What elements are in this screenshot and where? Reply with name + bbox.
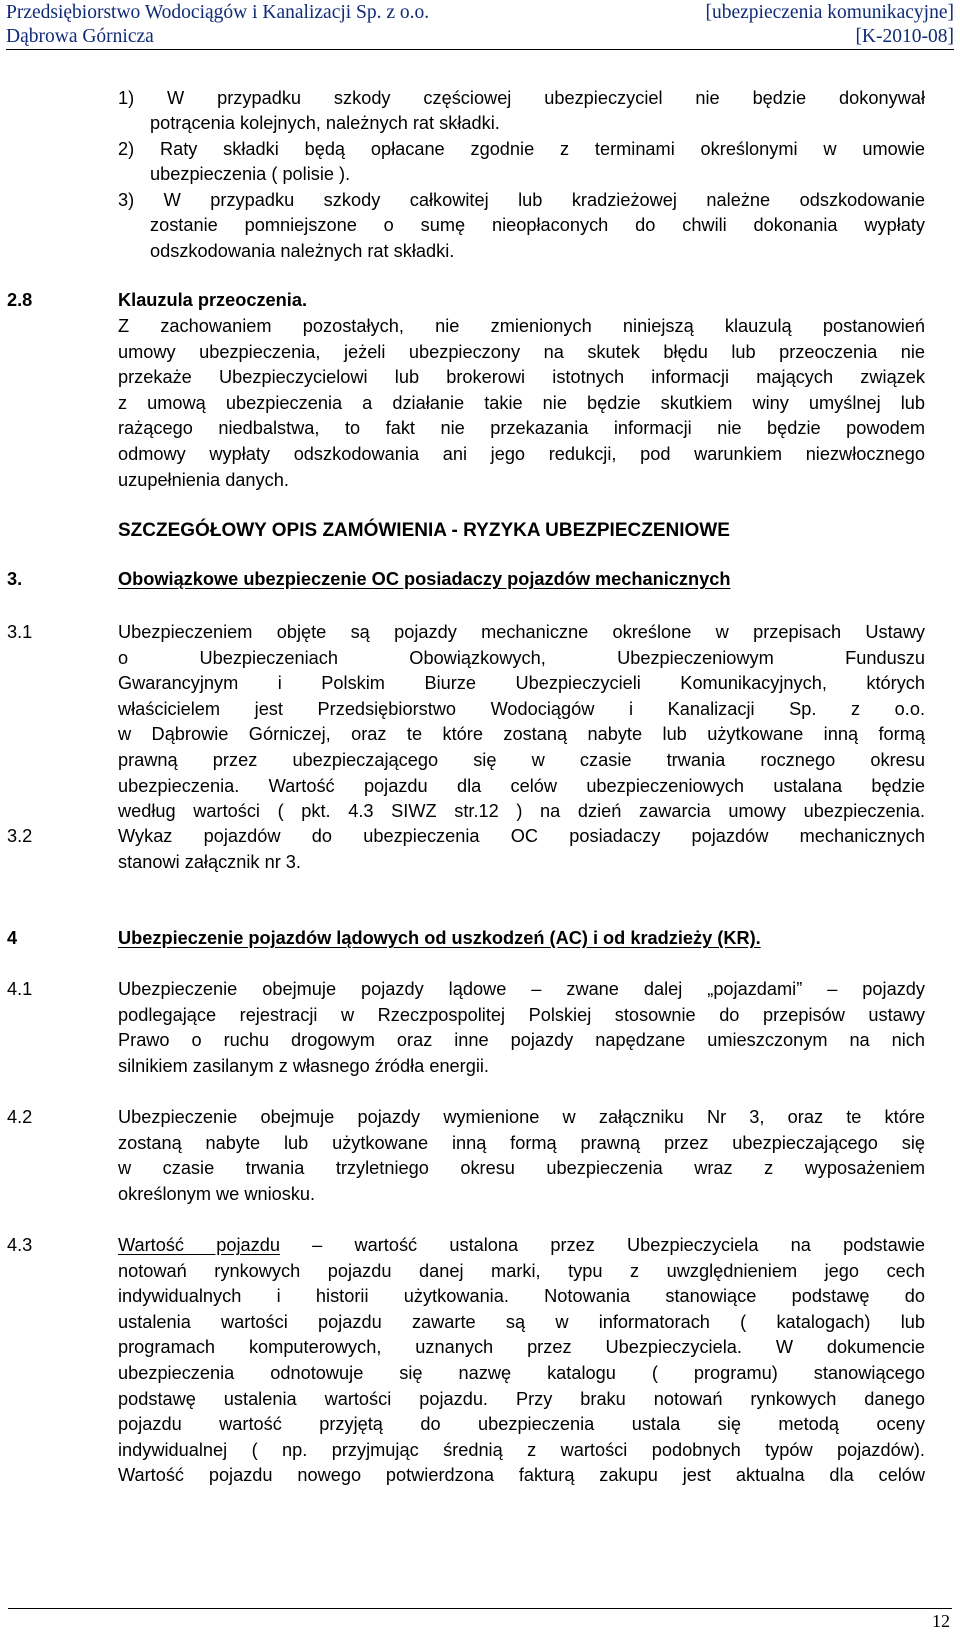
section-4-2-line: Ubezpieczenie obejmuje pojazdy wymienione w załączniku Nr 3, oraz te które: [118, 1107, 925, 1127]
list-item-3-line-2: zostanie pomniejszone o sumę nieopłaconych do chwili dokonania wypłaty: [150, 215, 925, 235]
section-4-3-line: indywidualnych i historii użytkowania. Notowania stanowiące podstawę do: [118, 1286, 925, 1307]
footer-divider: [8, 1608, 952, 1609]
section-4-3-line: ubezpieczenia odnotowuje się nazwę katalogu ( programu) stanowiącego: [118, 1363, 925, 1383]
section-2-8-line: uzupełnienia danych.: [118, 469, 289, 490]
section-4-3-number: 4.3: [7, 1235, 33, 1255]
header-document-code: [K-2010-08]: [855, 26, 954, 47]
section-3-1-line: Ubezpieczeniem objęte są pojazdy mechaniczne określone w przepisach Ustawy: [118, 622, 925, 642]
section-4-3-line: notowań rynkowych pojazdu danej marki, typu z uwzględnieniem jego cech: [118, 1260, 925, 1281]
section-4-1-line: Ubezpieczenie obejmuje pojazdy lądowe – zwane dalej „pojazdami” – pojazdy: [118, 979, 925, 999]
vehicle-value-term: Wartość pojazdu: [118, 1235, 280, 1255]
section-3-1-line: o Ubezpieczeniach Obowiązkowych, Ubezpieczeniowym Funduszu: [118, 647, 925, 668]
section-2-8-title: Klauzula przeoczenia.: [118, 290, 307, 310]
section-3-title: Obowiązkowe ubezpieczenie OC posiadaczy pojazdów mechanicznych: [118, 569, 731, 589]
section-3-2-number: 3.2: [7, 826, 33, 846]
section-2-8-line: przekaże Ubezpieczycielowi lub brokerowi istotnych informacji mających związek: [118, 367, 925, 388]
section-2-8-line: z umową ubezpieczenia a działanie takie nie będzie skutkiem winy umyślnej lub: [118, 392, 925, 413]
section-3-1-line: według wartości ( pkt. 4.3 SIWZ str.12 ) na dzień zawarcia umowy ubezpieczenia.: [118, 801, 925, 822]
list-item-1-line-1: 1) W przypadku szkody częściowej ubezpieczyciel nie będzie dokonywał: [118, 88, 925, 108]
section-4-title: Ubezpieczenie pojazdów lądowych od uszkodzeń (AC) i od kradzieży (KR).: [118, 928, 761, 948]
section-4-1-line: podlegające rejestracji w Rzeczpospolitej Polskiej stosownie do przepisów ustawy: [118, 1004, 925, 1025]
section-2-8-line: odmowy wypłaty odszkodowania ani jego redukcji, pod warunkiem niezwłocznego: [118, 444, 925, 464]
section-3-1-line: Gwarancyjnym i Polskim Biurze Ubezpieczycieli Komunikacyjnych, których: [118, 673, 925, 694]
section-2-8-line: Z zachowaniem pozostałych, nie zmienionych niniejszą klauzulą postanowień: [118, 316, 925, 336]
vehicle-value-definition: – wartość ustalona przez Ubezpieczyciela na podstawie: [279, 1235, 926, 1255]
header-organization: Przedsiębiorstwo Wodociągów i Kanalizacji Sp. z o.o.: [6, 2, 430, 23]
section-3-1-line: w Dąbrowie Górniczej, oraz te które zostaną nabyte lub użytkowane inną formą: [118, 724, 925, 745]
section-3-1-line: prawną przez ubezpieczającego się w czasie trwania rocznego okresu: [118, 750, 925, 770]
section-3-1-line: ubezpieczenia. Wartość pojazdu dla celów ubezpieczeniowych ustalana będzie: [118, 775, 925, 796]
section-3-2-line: Wykaz pojazdów do ubezpieczenia OC posiadaczy pojazdów mechanicznych: [118, 826, 925, 846]
section-4-3-line: programach komputerowych, uznanych przez Ubezpieczyciela. W dokumencie: [118, 1337, 925, 1358]
page-number: 12: [932, 1611, 950, 1631]
header-document-title: [ubezpieczenia komunikacyjne]: [705, 2, 954, 23]
section-4-3-line: pojazdu wartość przyjętą do ubezpieczenia ustala się metodą oceny: [118, 1414, 925, 1435]
section-3-number: 3.: [7, 569, 23, 589]
section-4-2-line: w czasie trwania trzyletniego okresu ubezpieczenia wraz z wyposażeniem: [118, 1158, 925, 1179]
section-4-1-number: 4.1: [7, 979, 33, 999]
section-4-3-line: indywidualnej ( np. przyjmując średnią z wartości podobnych typów pojazdów).: [118, 1439, 925, 1460]
order-description-heading: SZCZEGÓŁOWY OPIS ZAMÓWIENIA - RYZYKA UBEZPIECZENIOWE: [118, 520, 730, 541]
section-3-2-line: stanowi załącznik nr 3.: [118, 851, 301, 872]
page-header: [6, 0, 954, 50]
section-4-number: 4: [7, 928, 18, 948]
section-4-2-number: 4.2: [7, 1107, 33, 1127]
section-4-3-line: ustalenia wartości pojazdu zawarte są w informatorach ( katalogach) lub: [118, 1311, 925, 1332]
list-item-3-line-1: 3) W przypadku szkody całkowitej lub kradzieżowej należne odszkodowanie: [118, 190, 925, 210]
list-item-2-line-1: 2) Raty składki będą opłacane zgodnie z terminami określonymi w umowie: [118, 139, 925, 159]
section-4-3-line: podstawę ustalenia wartości pojazdu. Przy braku notowań rynkowych danego: [118, 1388, 925, 1409]
list-item-1-line-2: potrącenia kolejnych, należnych rat składki.: [150, 113, 500, 133]
section-4-2-line: zostaną nabyte lub użytkowane inną formą prawną przez ubezpieczającego się: [118, 1132, 925, 1153]
section-4-1-line: silnikiem zasilanym z własnego źródła energii.: [118, 1055, 489, 1076]
header-city: Dąbrowa Górnicza: [6, 26, 154, 47]
section-4-3-line: Wartość pojazdu nowego potwierdzona fakturą zakupu jest aktualna dla celów: [118, 1465, 925, 1486]
section-2-8-line: umowy ubezpieczenia, jeżeli ubezpieczony na skutek błędu lub przeoczenia nie: [118, 341, 925, 362]
section-4-1-line: Prawo o ruchu drogowym oraz inne pojazdy napędzane umieszczonym na nich: [118, 1030, 925, 1051]
section-3-1-line: właścicielem jest Przedsiębiorstwo Wodociągów i Kanalizacji Sp. z o.o.: [118, 698, 925, 719]
list-item-2-line-2: ubezpieczenia ( polisie ).: [150, 164, 351, 184]
section-2-8-line: rażącego niedbalstwa, to fakt nie przekazania informacji nie będzie powodem: [118, 418, 925, 439]
section-4-3-first-line: [118, 1233, 925, 1259]
section-2-8-number: 2.8: [7, 290, 33, 310]
section-4-2-line: określonym we wniosku.: [118, 1183, 316, 1204]
section-3-1-number: 3.1: [7, 622, 33, 642]
list-item-3-line-3: odszkodowania należnych rat składki.: [150, 241, 455, 261]
